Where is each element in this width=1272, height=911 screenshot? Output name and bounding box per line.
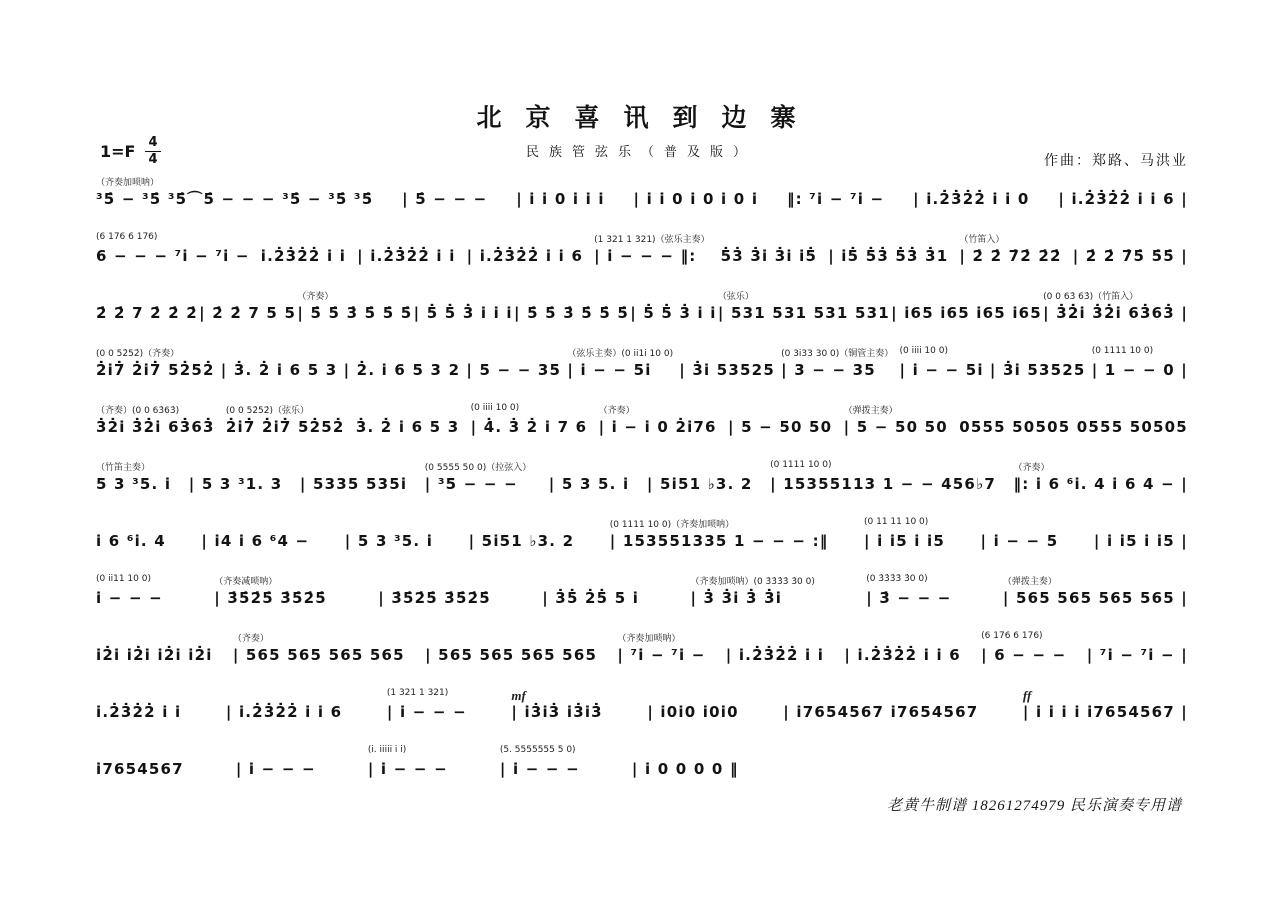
measure-notes: | 3̇ 3̇i 3̇ 3̇i bbox=[690, 588, 783, 607]
music-line bbox=[96, 393, 1188, 439]
measure-notes: | i 0 0 0 0 ‖ bbox=[631, 759, 739, 778]
measure-group bbox=[864, 517, 945, 553]
measure-notes: | 565 565 565 565 bbox=[425, 645, 598, 664]
measure-group bbox=[226, 403, 345, 439]
measure-group bbox=[594, 232, 709, 268]
measure-notes: | 5̇ 5̇ 3̇ 5̇ 5̇ 5̇ bbox=[514, 303, 630, 322]
instrumentation-annotation: （齐奏） bbox=[297, 291, 334, 302]
instrumentation-annotation: （齐奏） bbox=[232, 633, 269, 644]
instrumentation-annotation: (0 1111 10 0) bbox=[770, 459, 832, 470]
measure-notes: 3̇. 2̇ i 6 5 3 bbox=[355, 417, 460, 436]
measure-notes: | i − i 0 2̇i76 bbox=[598, 417, 717, 436]
instrumentation-annotation bbox=[828, 232, 948, 245]
music-line bbox=[96, 564, 1188, 610]
measure-notes: | i i 0 i 0 i 0 i bbox=[633, 189, 759, 208]
measure-notes: | i5̇ 5̇3̇ 5̇3̇ 3̇1 bbox=[828, 246, 949, 265]
instrumentation-annotation bbox=[199, 289, 296, 302]
measure-group bbox=[96, 574, 163, 610]
measure-notes: | i65 i65 i65 i65 bbox=[891, 303, 1042, 322]
measure-notes: | i.2̇3̇2̇2̇ i i bbox=[725, 645, 825, 664]
measure-notes: | 2̇ 2̇ 7 5 5 bbox=[199, 303, 297, 322]
instrumentation-annotation bbox=[96, 745, 184, 758]
instrumentation-annotation bbox=[844, 631, 960, 644]
measure-group bbox=[726, 631, 824, 667]
instrumentation-annotation bbox=[414, 289, 513, 302]
measure-group bbox=[1014, 460, 1188, 496]
measure-notes: | 3̇i 53525 bbox=[679, 360, 775, 379]
measure-notes: | 3̇5̇2̇5̇ 3̇5̇2̇5̇ bbox=[378, 588, 491, 607]
measure-notes: 0555 50505 0555 50505 bbox=[959, 417, 1188, 436]
instrumentation-annotation: (0 0 52̇52̇)（齐奏） bbox=[96, 348, 180, 359]
instrumentation-annotation bbox=[632, 745, 739, 758]
instrumentation-annotation bbox=[721, 232, 817, 245]
measure-group bbox=[647, 688, 738, 724]
instrumentation-annotation bbox=[357, 232, 455, 245]
instrumentation-annotation: (0 3̇3̇3̇3̇ 3̇0 0) bbox=[866, 573, 928, 584]
dynamic-marking: mf bbox=[511, 687, 526, 703]
instrumentation-annotation: (i. iiiii i i) bbox=[367, 744, 407, 755]
time-signature bbox=[145, 136, 160, 166]
measure-group bbox=[96, 175, 373, 211]
measure-notes: | 5̇ 5̇ 3̇ i i bbox=[630, 303, 717, 322]
measure-group bbox=[214, 574, 327, 610]
measure-notes: 5 3 ³5. i bbox=[96, 474, 172, 493]
measure-group bbox=[990, 346, 1086, 382]
measure-notes: | i i5 i i5 bbox=[864, 531, 946, 550]
measure-group bbox=[721, 232, 817, 268]
measure-notes: | ³5 − − − bbox=[424, 474, 518, 493]
measure-group bbox=[1023, 688, 1188, 724]
music-line bbox=[96, 279, 1188, 325]
measure-group bbox=[959, 403, 1188, 439]
instrumentation-annotation: (0 5555 50 0)（拉弦入） bbox=[424, 462, 532, 473]
measure-group bbox=[96, 460, 171, 496]
measure-group bbox=[844, 403, 948, 439]
footer-credit: 老黄牛制谱 18261274979 民乐演奏专用谱 bbox=[886, 798, 1182, 814]
instrumentation-annotation bbox=[726, 631, 824, 644]
measure-group bbox=[1073, 232, 1188, 268]
instrumentation-annotation bbox=[345, 517, 433, 530]
measure-group bbox=[679, 346, 775, 382]
measure-group bbox=[770, 460, 996, 496]
measure-notes: | i − − 5 bbox=[980, 531, 1059, 550]
music-line bbox=[96, 621, 1188, 667]
measure-group bbox=[610, 517, 829, 553]
measure-group bbox=[96, 346, 215, 382]
measure-notes: | i4 i 6 ⁶4 − bbox=[201, 531, 310, 550]
measure-notes: | i.2̇3̇2̇2̇ i i 6 bbox=[466, 246, 584, 265]
meter-denominator: 4 bbox=[148, 151, 158, 167]
measure-group bbox=[199, 289, 296, 325]
score-lines bbox=[96, 165, 1188, 792]
measure-group bbox=[96, 745, 184, 781]
measure-group bbox=[567, 346, 673, 382]
measure-notes: | 5̇ 5̇ 3̇ 5̇ 5̇ 5̇ bbox=[297, 303, 413, 322]
measure-group bbox=[632, 745, 739, 781]
instrumentation-annotation bbox=[189, 460, 283, 473]
instrumentation-annotation bbox=[261, 232, 346, 245]
measure-group bbox=[500, 745, 580, 781]
measure-group bbox=[226, 688, 342, 724]
instrumentation-annotation: （弦乐主奏）(0 ii1i 10 0) bbox=[567, 348, 674, 359]
measure-notes: | 531 531 531 531 bbox=[717, 303, 890, 322]
measure-notes: | i − − 5i bbox=[567, 360, 652, 379]
measure-group bbox=[514, 289, 629, 325]
instrumentation-annotation bbox=[891, 289, 1042, 302]
measure-group bbox=[233, 631, 405, 667]
measure-group bbox=[891, 289, 1042, 325]
measure-notes: ³5̇ − ³5̇ ³5̇⌒5̇ − − − ³5̇ − ³5̇ ³5̇ bbox=[96, 189, 374, 208]
measure-group bbox=[96, 631, 213, 667]
instrumentation-annotation bbox=[981, 517, 1059, 530]
instrumentation-annotation bbox=[226, 688, 342, 701]
measure-notes: | 4̇. 3̇ 2̇ i 7 6 bbox=[470, 417, 588, 436]
instrumentation-annotation bbox=[959, 403, 1188, 416]
measure-notes: | 5 − 50 50 bbox=[843, 417, 948, 436]
measure-group bbox=[96, 403, 215, 439]
measure-group bbox=[387, 688, 467, 724]
measure-group bbox=[866, 574, 951, 610]
instrumentation-annotation: (0 iiii 10 0) bbox=[470, 402, 520, 413]
measure-notes: | 3̇5̇2̇5̇ 3̇5̇2̇5̇ bbox=[214, 588, 327, 607]
instrumentation-annotation bbox=[96, 688, 181, 701]
instrumentation-annotation bbox=[516, 175, 605, 188]
measure-group bbox=[96, 289, 198, 325]
measure-notes: ‖: i 6 ⁶i. 4 i 6 4 − | bbox=[1013, 474, 1188, 493]
instrumentation-annotation bbox=[787, 175, 884, 188]
instrumentation-annotation bbox=[542, 574, 639, 587]
measure-notes: ‖: ⁷i − ⁷i − bbox=[786, 189, 885, 208]
instrumentation-annotation bbox=[96, 517, 166, 530]
dynamic-marking: ff bbox=[1022, 687, 1032, 703]
instrumentation-annotation bbox=[679, 346, 775, 359]
instrumentation-annotation bbox=[1094, 517, 1188, 530]
instrumentation-annotation: （弹拨主奏） bbox=[843, 405, 898, 416]
measure-notes: | i i 0 i i i bbox=[516, 189, 605, 208]
measure-notes: | 5i51 ♭3. 2 bbox=[468, 531, 575, 550]
measure-notes: | 6 − − − bbox=[981, 645, 1067, 664]
measure-group bbox=[96, 517, 166, 553]
measure-notes: | 565 565 565 565 bbox=[232, 645, 405, 664]
page-title: 北京喜讯到边寨 bbox=[476, 105, 820, 132]
measure-notes: 6 − − − ⁷i − ⁷i − bbox=[96, 246, 250, 265]
measure-notes: | 15355113 1 − − 456♭7 bbox=[770, 474, 996, 493]
measure-notes: | i − − − ‖: bbox=[594, 246, 697, 265]
measure-notes: | 3̇ − − − bbox=[866, 588, 952, 607]
measure-notes: | i − − 5i bbox=[899, 360, 984, 379]
measure-notes: i.2̇3̇2̇2̇ i i bbox=[96, 702, 182, 721]
measure-notes: | i.2̇3̇2̇2̇ i i 0 bbox=[913, 189, 1030, 208]
measure-group bbox=[221, 346, 338, 382]
measure-notes: | 5 3 ³5. i bbox=[344, 531, 434, 550]
measure-group bbox=[414, 289, 513, 325]
measure-group bbox=[471, 403, 588, 439]
instrumentation-annotation: (1 321 1 321) bbox=[386, 687, 449, 698]
measure-group bbox=[467, 232, 583, 268]
instrumentation-annotation: （弹拨主奏） bbox=[1002, 576, 1057, 587]
page-subtitle: 民族管弦乐（普及版） bbox=[525, 144, 756, 159]
instrumentation-annotation bbox=[511, 688, 602, 701]
measure-group bbox=[466, 346, 561, 382]
instrumentation-annotation: （齐奏） bbox=[1013, 462, 1050, 473]
measure-group bbox=[1087, 631, 1188, 667]
music-line bbox=[96, 735, 1188, 781]
instrumentation-annotation bbox=[913, 175, 1029, 188]
instrumentation-annotation: (1 321 1 321)（弦乐主奏） bbox=[594, 234, 710, 245]
instrumentation-annotation bbox=[1023, 688, 1188, 701]
measure-group bbox=[1058, 175, 1188, 211]
measure-notes: | i i i i i7654567 | bbox=[1022, 702, 1188, 721]
measure-notes: | 5 3 ³1. 3 bbox=[188, 474, 283, 493]
instrumentation-annotation: (0 3i33 30 0)（铜管主奏） bbox=[781, 348, 894, 359]
measure-group bbox=[201, 517, 309, 553]
measure-group bbox=[356, 403, 460, 439]
measure-group bbox=[844, 631, 960, 667]
instrumentation-annotation bbox=[356, 403, 460, 416]
measure-notes: | 3̇5̇ 2̇5̇ 5 i bbox=[542, 588, 640, 607]
instrumentation-annotation bbox=[514, 289, 629, 302]
instrumentation-annotation bbox=[728, 403, 832, 416]
instrumentation-annotation bbox=[630, 289, 716, 302]
measure-notes: | 3̇. 2̇ i 6 5 3 bbox=[220, 360, 338, 379]
measure-group bbox=[981, 631, 1066, 667]
instrumentation-annotation: （齐奏）(0 0 63̇63̇) bbox=[96, 405, 180, 416]
measure-group bbox=[378, 574, 491, 610]
instrumentation-annotation bbox=[1058, 175, 1188, 188]
measure-group bbox=[783, 688, 978, 724]
measure-notes: | ⁷i − ⁷i − bbox=[617, 645, 706, 664]
instrumentation-annotation bbox=[221, 346, 338, 359]
key-signature: 1=F bbox=[100, 141, 136, 161]
measure-group bbox=[549, 460, 630, 496]
instrumentation-annotation: （竹笛主奏） bbox=[96, 462, 151, 473]
measure-group bbox=[96, 232, 250, 268]
instrumentation-annotation bbox=[469, 517, 575, 530]
meter-numerator: 4 bbox=[145, 136, 160, 152]
measure-group bbox=[781, 346, 893, 382]
measure-notes: | 3 − − 35 bbox=[781, 360, 876, 379]
measure-notes: i2̇i i2̇i i2̇i i2̇i bbox=[96, 645, 213, 664]
instrumentation-annotation: （齐奏） bbox=[598, 405, 635, 416]
measure-group bbox=[300, 460, 407, 496]
measure-group bbox=[913, 175, 1029, 211]
measure-group bbox=[345, 517, 433, 553]
measure-notes: | i3̇i3̇ i3̇i3̇ bbox=[511, 702, 603, 721]
measure-notes: 2̇i7̇ 2̇i7̇ 52̇52̇ bbox=[96, 360, 215, 379]
measure-notes: | 565 565 565 565 | bbox=[1002, 588, 1188, 607]
measure-notes: | 5 − − 35 bbox=[466, 360, 562, 379]
measure-group bbox=[425, 631, 597, 667]
measure-group bbox=[981, 517, 1059, 553]
measure-notes: | i7654567 i7654567 bbox=[783, 702, 979, 721]
measure-group bbox=[899, 346, 983, 382]
measure-group bbox=[1092, 346, 1188, 382]
composer-credit: 作曲：郑路、马洪业 bbox=[1044, 154, 1188, 169]
instrumentation-annotation: （竹笛入） bbox=[959, 234, 1005, 245]
instrumentation-annotation: （齐奏加唢呐） bbox=[617, 633, 681, 644]
measure-group bbox=[261, 232, 346, 268]
instrumentation-annotation: (5. 5555555 5 0) bbox=[499, 744, 576, 755]
measure-notes: i.2̇3̇2̇2̇ i i bbox=[260, 246, 347, 265]
measure-group bbox=[828, 232, 948, 268]
measure-group bbox=[96, 688, 181, 724]
measure-notes: i7654567 bbox=[96, 759, 184, 778]
measure-notes: | 3̇2̇i 3̇2̇i 63̇63̇ | bbox=[1043, 303, 1188, 322]
instrumentation-annotation bbox=[201, 517, 309, 530]
measure-notes: | 5̇ − − − bbox=[402, 189, 488, 208]
instrumentation-annotation: (0 ii11 10 0) bbox=[96, 573, 151, 584]
instrumentation-annotation bbox=[647, 688, 738, 701]
instrumentation-annotation: （弦乐） bbox=[717, 291, 754, 302]
measure-group bbox=[368, 745, 448, 781]
measure-group bbox=[1094, 517, 1188, 553]
measure-notes: | i.2̇3̇2̇2̇ i i 6 bbox=[844, 645, 961, 664]
measure-notes: | 5335 535i bbox=[299, 474, 408, 493]
instrumentation-annotation bbox=[402, 175, 487, 188]
measure-group bbox=[647, 460, 753, 496]
measure-group bbox=[189, 460, 283, 496]
measure-group bbox=[236, 745, 316, 781]
measure-group bbox=[344, 346, 461, 382]
instrumentation-annotation bbox=[467, 232, 583, 245]
measure-notes: | ⁷i − ⁷i − | bbox=[1086, 645, 1188, 664]
instrumentation-annotation bbox=[344, 346, 461, 359]
instrumentation-annotation bbox=[1087, 631, 1188, 644]
music-line bbox=[96, 678, 1188, 724]
measure-notes: 5̇3̇ 3̇i 3̇i i5̇ bbox=[720, 246, 818, 265]
measure-notes: | i i5 i i5 | bbox=[1093, 531, 1188, 550]
measure-group bbox=[959, 232, 1061, 268]
measure-notes: | 2̇. i 6 5 3 2 bbox=[343, 360, 461, 379]
measure-group bbox=[1043, 289, 1188, 325]
measure-notes: | i.2̇3̇2̇2̇ i i 6 | bbox=[1058, 189, 1188, 208]
instrumentation-annotation bbox=[1073, 232, 1188, 245]
instrumentation-annotation bbox=[236, 745, 316, 758]
measure-notes: | 5 3 5. i bbox=[548, 474, 630, 493]
measure-group bbox=[297, 289, 412, 325]
instrumentation-annotation: (0 0 63̇ 63̇)（竹笛入） bbox=[1043, 291, 1139, 302]
measure-group bbox=[542, 574, 639, 610]
instrumentation-annotation bbox=[647, 460, 753, 473]
instrumentation-annotation: （齐奏加唢呐）(0 3̇3̇3̇3̇ 3̇0 0) bbox=[690, 576, 815, 587]
instrumentation-annotation bbox=[634, 175, 759, 188]
instrumentation-annotation: (0 1111 10 0)（齐奏加唢呐） bbox=[609, 519, 735, 530]
measure-group bbox=[425, 460, 531, 496]
instrumentation-annotation: (0 iiii 10 0) bbox=[899, 345, 948, 356]
measure-group bbox=[516, 175, 605, 211]
measure-group bbox=[690, 574, 814, 610]
measure-notes: 3̇2̇i 3̇2̇i 63̇63̇ bbox=[96, 417, 215, 436]
measure-group bbox=[511, 688, 602, 724]
measure-notes: | 153551335 1 − − − :‖ bbox=[609, 531, 829, 550]
instrumentation-annotation: (0 0 52̇52̇)（弦乐） bbox=[225, 405, 310, 416]
measure-notes: i − − − bbox=[96, 588, 163, 607]
instrumentation-annotation bbox=[378, 574, 491, 587]
instrumentation-annotation: (0 1111 10 0) bbox=[1091, 345, 1154, 356]
instrumentation-annotation bbox=[466, 346, 561, 359]
instrumentation-annotation bbox=[783, 688, 978, 701]
measure-notes: 2̇i7̇ 2̇i7̇ 52̇52̇ bbox=[225, 417, 345, 436]
measure-group bbox=[599, 403, 717, 439]
measure-notes: | 5 − 50 50 bbox=[727, 417, 833, 436]
measure-notes: | 1 − − 0 | bbox=[1091, 360, 1188, 379]
instrumentation-annotation: （齐奏减唢呐） bbox=[214, 576, 278, 587]
instrumentation-annotation: (6 176 6 176) bbox=[981, 630, 1043, 641]
measure-notes: | i − − − bbox=[367, 759, 448, 778]
instrumentation-annotation bbox=[300, 460, 407, 473]
instrumentation-annotation: (6 176 6 176) bbox=[96, 231, 158, 242]
measure-group bbox=[787, 175, 884, 211]
measure-group bbox=[718, 289, 890, 325]
measure-notes: | 2̇ 2̇ 7̇5̇ 5̇5̇ | bbox=[1072, 246, 1188, 265]
measure-notes: | i − − − bbox=[386, 702, 467, 721]
instrumentation-annotation: （齐奏加唢呐） bbox=[96, 177, 160, 188]
music-line bbox=[96, 222, 1188, 268]
key-meter-block bbox=[100, 136, 161, 166]
measure-notes: | i − − − bbox=[235, 759, 316, 778]
measure-group bbox=[1003, 574, 1188, 610]
instrumentation-annotation bbox=[96, 631, 213, 644]
music-line bbox=[96, 336, 1188, 382]
measure-notes: 2̇ 2̇ 7 2̇ 2̇ 2̇ bbox=[96, 303, 198, 322]
music-line bbox=[96, 165, 1188, 211]
measure-notes: | 5̇ 5̇ 3̇ i i i bbox=[413, 303, 513, 322]
measure-notes: | i.2̇3̇2̇2̇ i i bbox=[357, 246, 456, 265]
measure-notes: | i − − − bbox=[499, 759, 580, 778]
measure-group bbox=[402, 175, 487, 211]
measure-group bbox=[728, 403, 832, 439]
measure-notes: | 3̇i 53525 bbox=[989, 360, 1086, 379]
measure-notes: | 2̇ 2̇ 7̇2̇ 2̇2̇ bbox=[959, 246, 1062, 265]
measure-group bbox=[630, 289, 716, 325]
measure-notes: | 5i51 ♭3. 2 bbox=[646, 474, 753, 493]
instrumentation-annotation bbox=[425, 631, 597, 644]
instrumentation-annotation bbox=[96, 289, 198, 302]
instrumentation-annotation: (0 11 11 10 0) bbox=[864, 516, 929, 527]
instrumentation-annotation bbox=[990, 346, 1086, 359]
measure-group bbox=[357, 232, 455, 268]
music-line bbox=[96, 450, 1188, 496]
music-line bbox=[96, 507, 1188, 553]
measure-group bbox=[469, 517, 575, 553]
measure-notes: | i.2̇3̇2̇2̇ i i 6 bbox=[225, 702, 343, 721]
measure-notes: i 6 ⁶i. 4 bbox=[96, 531, 166, 550]
measure-group bbox=[634, 175, 759, 211]
measure-notes: | i0i0 i0i0 bbox=[647, 702, 739, 721]
instrumentation-annotation bbox=[549, 460, 630, 473]
measure-group bbox=[617, 631, 705, 667]
